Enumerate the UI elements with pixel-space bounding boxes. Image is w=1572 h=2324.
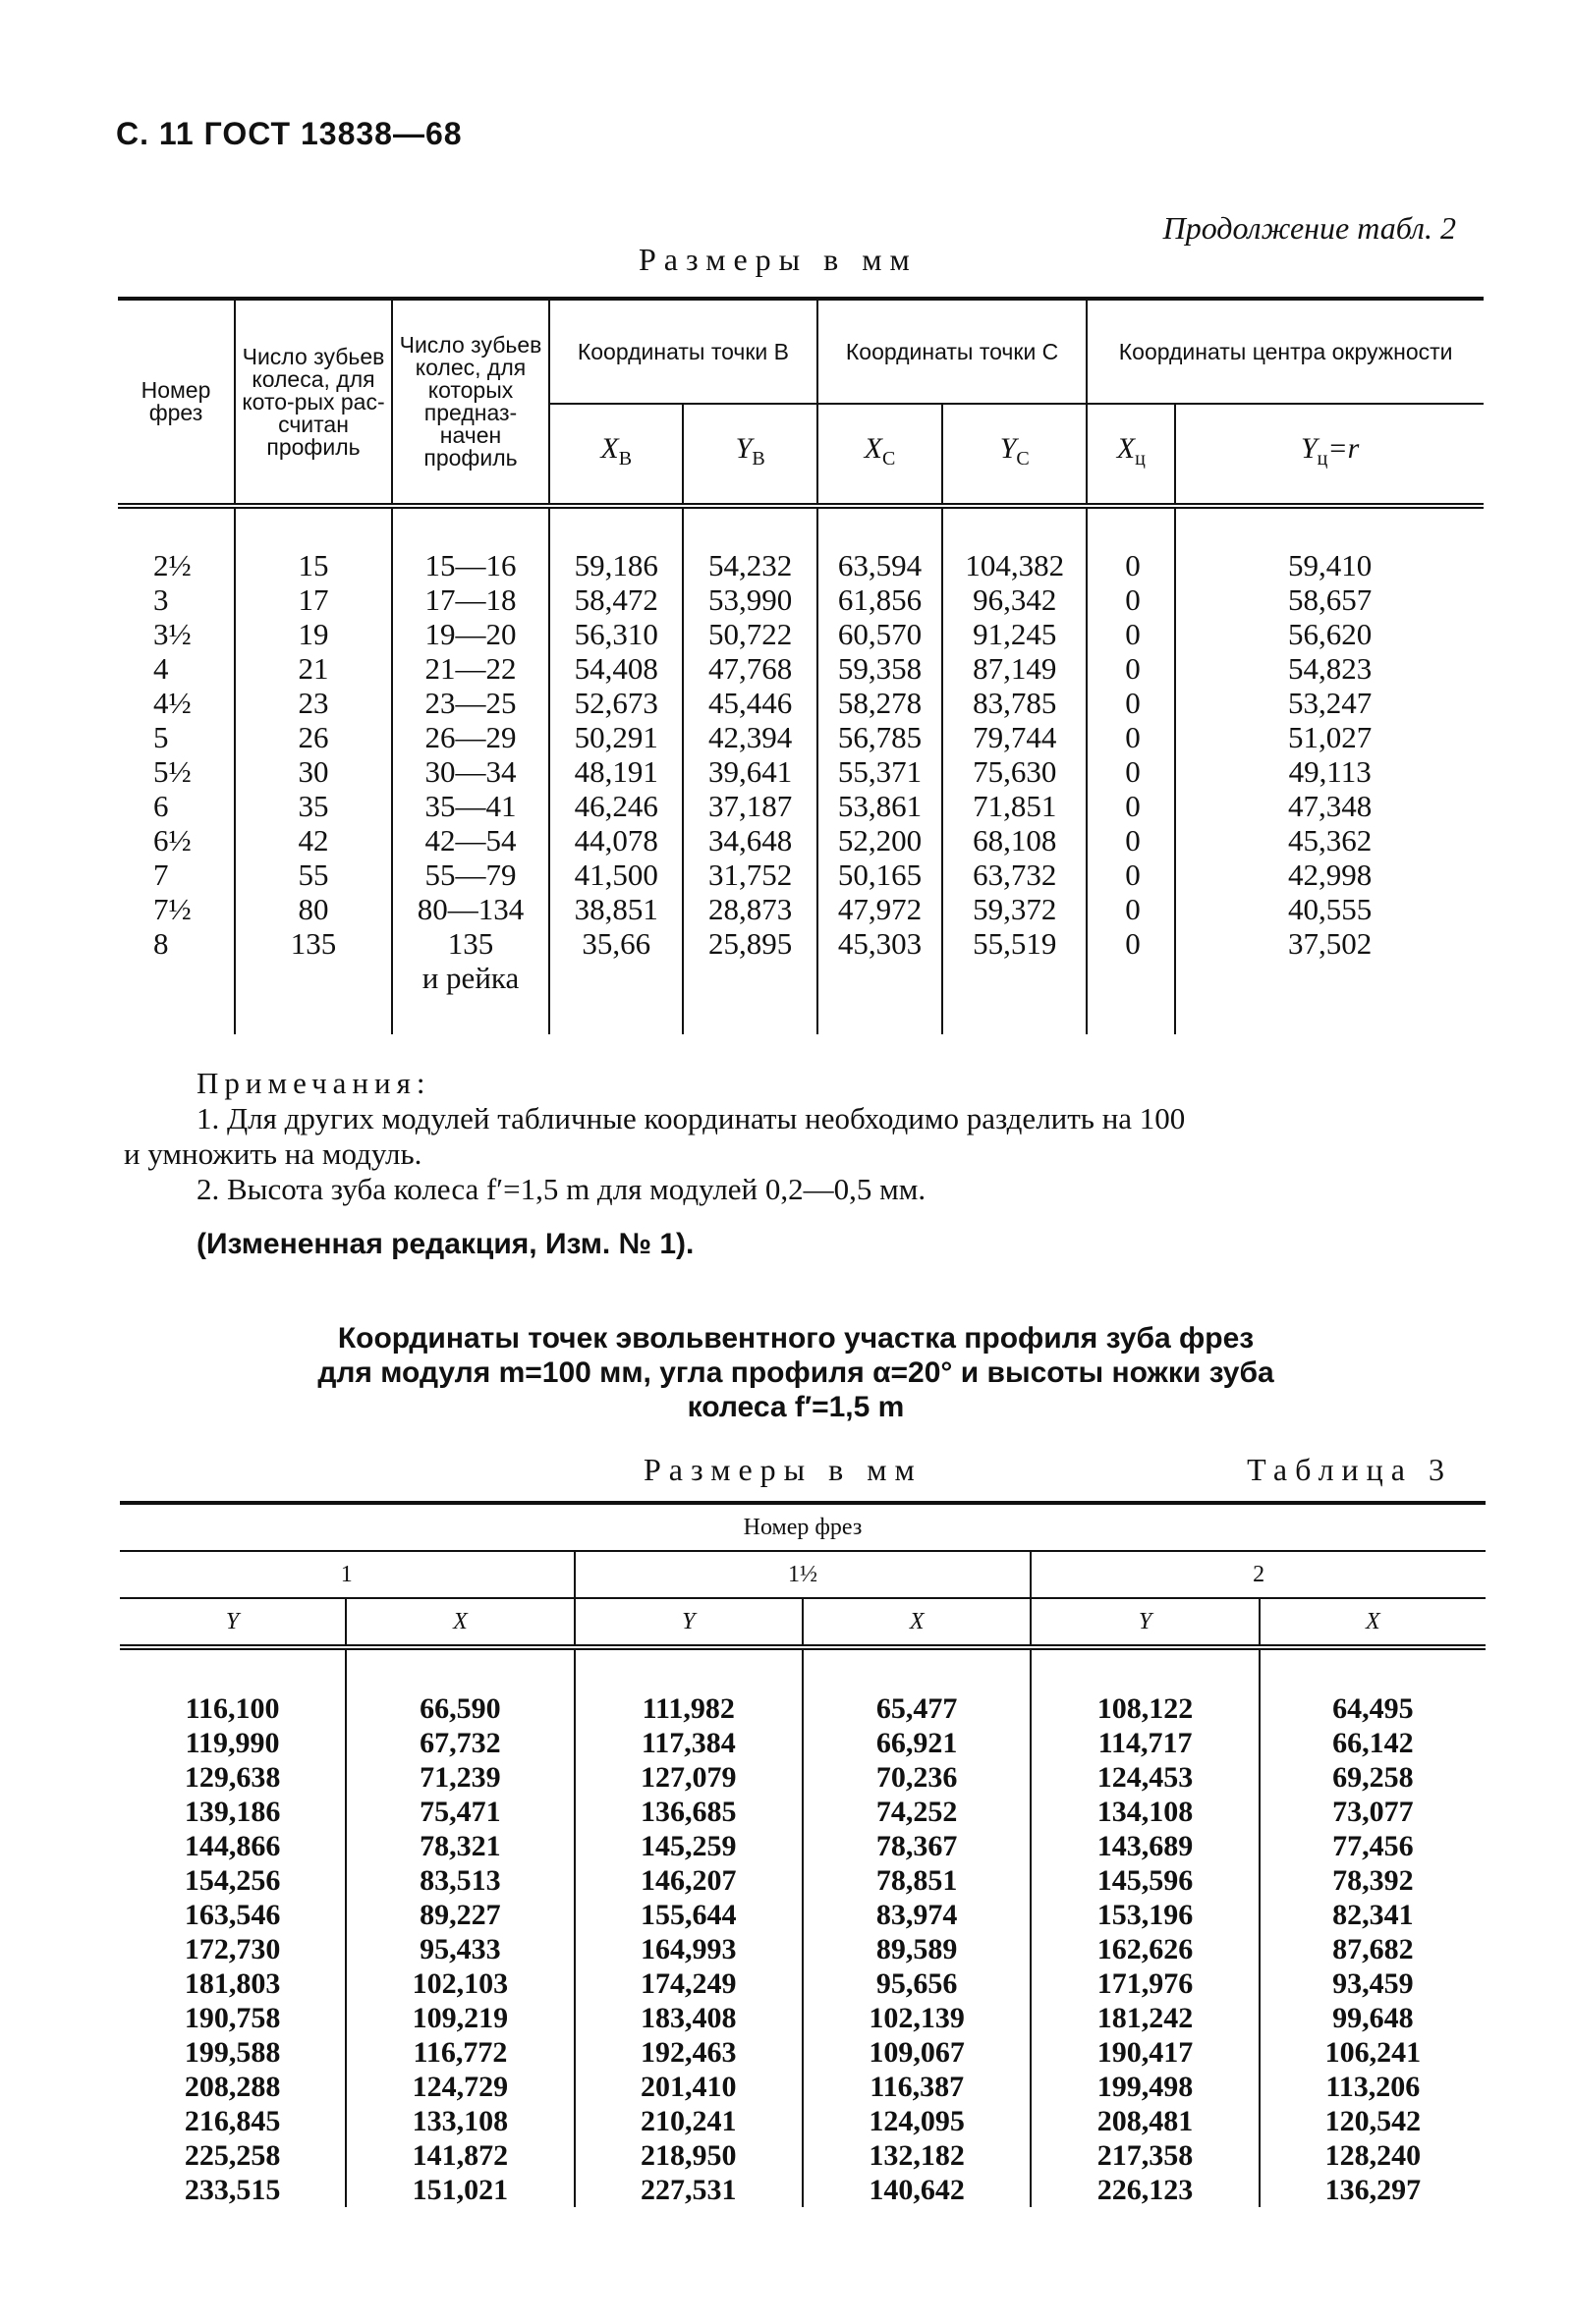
- cell-z: 35: [235, 789, 392, 823]
- cell-num: 3: [153, 582, 169, 617]
- cell-xb: 46,246: [549, 789, 683, 823]
- cell-ycen: 53,247: [1175, 686, 1484, 720]
- cell-y-1: 139,186: [184, 1796, 281, 1828]
- cell-y-2: 145,596: [1031, 1863, 1259, 1898]
- caption-line-3: колеса f′=1,5 m: [687, 1391, 905, 1423]
- cell-x-1-5: 78,851: [803, 1863, 1031, 1898]
- cell-xc: 52,200: [817, 823, 942, 858]
- cell-xcen: 0: [1087, 789, 1175, 823]
- cell-range: 19—20: [392, 617, 549, 651]
- cell-x-1-5: 66,921: [803, 1726, 1031, 1760]
- cell-x-2: 136,297: [1260, 2173, 1486, 2207]
- cell-x-2: 69,258: [1260, 1760, 1486, 1795]
- cell-z: 21: [235, 651, 392, 686]
- cell-xcen: 0: [1087, 754, 1175, 789]
- header-y-2: Y: [1031, 1598, 1259, 1647]
- note-1-continuation: и умножить на модуль.: [124, 1136, 422, 1171]
- cell-x-1: 124,729: [346, 2070, 574, 2104]
- table-row: [120, 1726, 1486, 1760]
- notes-title: Примечания:: [196, 1066, 431, 1100]
- cell-x-1: 95,433: [346, 1932, 574, 1966]
- table-row: [120, 1795, 1486, 1829]
- cell-y-1: 129,638: [184, 1761, 281, 1794]
- cell-xcen: 0: [1087, 720, 1175, 754]
- cell-z: 17: [235, 582, 392, 617]
- cell-xc: [817, 961, 942, 1034]
- cell-y-1: 208,288: [184, 2071, 281, 2103]
- cell-z: 26: [235, 720, 392, 754]
- cell-xb: 41,500: [549, 858, 683, 892]
- cell-y-1-5: 210,241: [575, 2104, 803, 2138]
- cell-xc: 58,278: [817, 686, 942, 720]
- cell-x-1: 102,103: [346, 1966, 574, 2001]
- cell-x-2: 77,456: [1260, 1829, 1486, 1863]
- cell-y-1-5: 136,685: [575, 1795, 803, 1829]
- cell-xb: 35,66: [549, 926, 683, 961]
- cell-yb: 31,752: [683, 858, 816, 892]
- table-3-caption: [147, 1321, 1444, 1424]
- cell-ycen: 56,620: [1175, 617, 1484, 651]
- cell-x-2: 73,077: [1260, 1795, 1486, 1829]
- cell-yc: 75,630: [942, 754, 1087, 789]
- cell-y-1-5: 201,410: [575, 2070, 803, 2104]
- cell-z: 30: [235, 754, 392, 789]
- cell-x-1: 71,239: [346, 1760, 574, 1795]
- cell-y-2: 199,498: [1031, 2070, 1259, 2104]
- cell-y-2: 181,242: [1031, 2001, 1259, 2035]
- cell-yb: 42,394: [683, 720, 816, 754]
- cell-y-1: 163,546: [184, 1899, 281, 1931]
- cell-xc: 47,972: [817, 892, 942, 926]
- cell-y-2: 153,196: [1031, 1898, 1259, 1932]
- cell-x-1: 67,732: [346, 1726, 574, 1760]
- cell-z: 23: [235, 686, 392, 720]
- table-row: [118, 754, 1484, 789]
- cell-z: 80: [235, 892, 392, 926]
- cell-y-1-5: 145,259: [575, 1829, 803, 1863]
- cell-ycen: 47,348: [1175, 789, 1484, 823]
- cell-yb: 34,648: [683, 823, 816, 858]
- cell-x-1-5: 116,387: [803, 2070, 1031, 2104]
- table-row: [118, 789, 1484, 823]
- cell-num: 5½: [153, 754, 192, 789]
- cell-x-1: 141,872: [346, 2138, 574, 2173]
- table-row: [118, 686, 1484, 720]
- cell-y-1-5: 146,207: [575, 1863, 803, 1898]
- cell-ycen: 40,555: [1175, 892, 1484, 926]
- cell-y-2: 124,453: [1031, 1760, 1259, 1795]
- table-row: [120, 1760, 1486, 1795]
- cell-xcen: 0: [1087, 858, 1175, 892]
- cell-y-1: 144,866: [184, 1830, 281, 1862]
- table-row: [118, 823, 1484, 858]
- cell-yc: 55,519: [942, 926, 1087, 961]
- cell-z: 19: [235, 617, 392, 651]
- note-1: 1. Для других модулей табличные координаты необходимо разделить на 100: [196, 1101, 1186, 1135]
- cell-x-1-5: 78,367: [803, 1829, 1031, 1863]
- caption-line-2: для модуля m=100 мм, угла профиля α=20° и высоты ножки зуба: [317, 1356, 1274, 1389]
- cell-xcen: 0: [1087, 926, 1175, 961]
- cell-y-2: 217,358: [1031, 2138, 1259, 2173]
- cell-yc: 83,785: [942, 686, 1087, 720]
- cell-xcen: 0: [1087, 582, 1175, 617]
- cell-ycen: 59,410: [1175, 506, 1484, 582]
- cell-xb: 44,078: [549, 823, 683, 858]
- table-2: [118, 297, 1484, 1034]
- edited-revision-note: (Измененная редакция, Изм. № 1).: [196, 1228, 695, 1260]
- cell-y-1: 154,256: [184, 1864, 281, 1897]
- table-row: [118, 651, 1484, 686]
- cell-x-1: 78,321: [346, 1829, 574, 1863]
- cell-x-2: 99,648: [1260, 2001, 1486, 2035]
- cell-xcen: 0: [1087, 686, 1175, 720]
- cell-x-2: 78,392: [1260, 1863, 1486, 1898]
- cell-y-1-5: 155,644: [575, 1898, 803, 1932]
- cell-xc: 55,371: [817, 754, 942, 789]
- cell-num: 5: [153, 720, 169, 754]
- cell-yb: 37,187: [683, 789, 816, 823]
- notes-block: [124, 1066, 1484, 1207]
- cell-range: 42—54: [392, 823, 549, 858]
- cell-xcen: 0: [1087, 892, 1175, 926]
- cell-ycen: 42,998: [1175, 858, 1484, 892]
- cell-y-2: 134,108: [1031, 1795, 1259, 1829]
- cell-y-1-5: 227,531: [575, 2173, 803, 2207]
- cell-x-2: 66,142: [1260, 1726, 1486, 1760]
- table-row: [120, 1898, 1486, 1932]
- cell-yb: 50,722: [683, 617, 816, 651]
- cell-y-1: 199,588: [184, 2036, 281, 2069]
- cell-range: и рейка: [392, 961, 549, 1034]
- header-y-1: Y: [120, 1598, 346, 1647]
- cell-x-1-5: 70,236: [803, 1760, 1031, 1795]
- cell-x-1-5: 124,095: [803, 2104, 1031, 2138]
- header-y-center: $Y_ц=r$: [1175, 404, 1484, 506]
- cell-xc: 53,861: [817, 789, 942, 823]
- cell-xb: 59,186: [549, 506, 683, 582]
- cell-y-2: 108,122: [1031, 1647, 1259, 1726]
- cell-y-1-5: 183,408: [575, 2001, 803, 2035]
- cell-z: 55: [235, 858, 392, 892]
- header-x-1-5: X: [803, 1598, 1031, 1647]
- header-group-2: 2: [1031, 1551, 1486, 1598]
- cell-x-1: 116,772: [346, 2035, 574, 2070]
- cell-yc: 96,342: [942, 582, 1087, 617]
- cell-range: 17—18: [392, 582, 549, 617]
- cell-range: 30—34: [392, 754, 549, 789]
- cell-x-2: 128,240: [1260, 2138, 1486, 2173]
- cell-y-1-5: 174,249: [575, 1966, 803, 2001]
- cell-z: [235, 961, 392, 1034]
- table-row: [120, 2138, 1486, 2173]
- cell-num: 6: [153, 789, 169, 823]
- table-row: [120, 2104, 1486, 2138]
- cell-y-1: 116,100: [120, 1647, 346, 1726]
- cell-xb: 50,291: [549, 720, 683, 754]
- cell-z: 15: [235, 506, 392, 582]
- cell-yb: 25,895: [683, 926, 816, 961]
- cell-num: 2½: [118, 506, 235, 582]
- cell-x-1-5: 109,067: [803, 2035, 1031, 2070]
- cell-y-1: 181,803: [184, 1967, 281, 2000]
- cell-xb: 58,472: [549, 582, 683, 617]
- cell-xc: 59,358: [817, 651, 942, 686]
- cell-xc: 61,856: [817, 582, 942, 617]
- cell-xb: 52,673: [549, 686, 683, 720]
- cell-yc: 87,149: [942, 651, 1087, 686]
- table-row: [118, 961, 1484, 1034]
- cell-xcen: 0: [1087, 651, 1175, 686]
- cell-yc: 63,732: [942, 858, 1087, 892]
- cell-yc: 104,382: [942, 506, 1087, 582]
- table-row: [118, 892, 1484, 926]
- cell-ycen: [1175, 961, 1484, 1034]
- header-teeth-intended: Число зубьев колес, для которых предназ-начен профиль: [392, 299, 549, 506]
- header-group-1-5: 1½: [575, 1551, 1032, 1598]
- header-xb: $X_В$: [549, 404, 683, 506]
- cell-x-1-5: 132,182: [803, 2138, 1031, 2173]
- header-x-center: $X_ц$: [1087, 404, 1175, 506]
- cell-range: 35—41: [392, 789, 549, 823]
- cell-y-1-5: 117,384: [575, 1726, 803, 1760]
- cell-x-1-5: 74,252: [803, 1795, 1031, 1829]
- header-yc: $Y_С$: [942, 404, 1087, 506]
- cell-y-1-5: 218,950: [575, 2138, 803, 2173]
- table-row: [120, 1863, 1486, 1898]
- cell-x-2: 93,459: [1260, 1966, 1486, 2001]
- cell-x-1-5: 89,589: [803, 1932, 1031, 1966]
- cell-xc: 60,570: [817, 617, 942, 651]
- cell-x-2: 120,542: [1260, 2104, 1486, 2138]
- cell-y-2: 171,976: [1031, 1966, 1259, 2001]
- cell-y-2: 226,123: [1031, 2173, 1259, 2207]
- cell-y-2: 190,417: [1031, 2035, 1259, 2070]
- units-label: Размеры в мм: [639, 242, 918, 277]
- cell-xc: 50,165: [817, 858, 942, 892]
- cell-yc: 79,744: [942, 720, 1087, 754]
- cell-num: 4: [153, 651, 169, 686]
- cell-yc: 59,372: [942, 892, 1087, 926]
- cell-y-1-5: 127,079: [575, 1760, 803, 1795]
- table-row: [120, 1829, 1486, 1863]
- header-point-c: Координаты точки C: [817, 299, 1087, 404]
- cell-ycen: 45,362: [1175, 823, 1484, 858]
- cell-xb: 38,851: [549, 892, 683, 926]
- table-row: [120, 1966, 1486, 2001]
- cell-num: [118, 961, 235, 1034]
- cell-num: 7: [153, 858, 169, 892]
- note-2: 2. Высота зуба колеса f′=1,5 m для модулей 0,2—0,5 мм.: [196, 1172, 926, 1206]
- cell-range: 55—79: [392, 858, 549, 892]
- cell-yb: 45,446: [683, 686, 816, 720]
- cell-yc: 68,108: [942, 823, 1087, 858]
- cell-x-1-5: 140,642: [803, 2173, 1031, 2207]
- cell-y-1: 225,258: [184, 2139, 281, 2172]
- table-row: [118, 926, 1484, 961]
- header-cutter-number-t3: Номер фрез: [120, 1503, 1486, 1551]
- cell-x-1: 66,590: [346, 1647, 574, 1726]
- cell-range: 21—22: [392, 651, 549, 686]
- table-3: [120, 1501, 1486, 2207]
- cell-y-1: 233,515: [184, 2174, 281, 2206]
- header-y-1-5: Y: [575, 1598, 803, 1647]
- cell-range: 135: [392, 926, 549, 961]
- table-row: [118, 506, 1484, 582]
- cell-xcen: 0: [1087, 617, 1175, 651]
- table-continuation-label: Продолжение табл. 2: [1162, 210, 1456, 246]
- cell-xc: 45,303: [817, 926, 942, 961]
- table-row: [120, 2173, 1486, 2207]
- cell-z: 135: [235, 926, 392, 961]
- cell-range: 15—16: [392, 506, 549, 582]
- header-xc: $X_С$: [817, 404, 942, 506]
- cell-y-1-5: 111,982: [575, 1647, 803, 1726]
- cell-yb: [683, 961, 816, 1034]
- cell-xb: [549, 961, 683, 1034]
- cell-ycen: 49,113: [1175, 754, 1484, 789]
- header-cutter-number: Номер фрез: [118, 299, 235, 506]
- cell-yc: 91,245: [942, 617, 1087, 651]
- header-yb: $Y_В$: [683, 404, 816, 506]
- cell-range: 26—29: [392, 720, 549, 754]
- cell-x-1-5: 102,139: [803, 2001, 1031, 2035]
- cell-yb: 39,641: [683, 754, 816, 789]
- cell-y-2: 143,689: [1031, 1829, 1259, 1863]
- cell-x-2: 87,682: [1260, 1932, 1486, 1966]
- header-x-2: X: [1260, 1598, 1486, 1647]
- cell-y-1: 190,758: [184, 2002, 281, 2034]
- cell-y-1-5: 164,993: [575, 1932, 803, 1966]
- cell-range: 80—134: [392, 892, 549, 926]
- cell-xc: 56,785: [817, 720, 942, 754]
- page-title: С. 11 ГОСТ 13838—68: [116, 116, 463, 151]
- table-3-label: Таблица 3: [1247, 1452, 1452, 1487]
- header-teeth-calculated: Число зубьев колеса, для кото-рых рас-считан профиль: [235, 299, 392, 506]
- cell-range: 23—25: [392, 686, 549, 720]
- cell-y-2: 208,481: [1031, 2104, 1259, 2138]
- cell-xcen: [1087, 961, 1175, 1034]
- table-row: [118, 617, 1484, 651]
- cell-x-1-5: 95,656: [803, 1966, 1031, 2001]
- table-row: [120, 2001, 1486, 2035]
- header-x-1: X: [346, 1598, 574, 1647]
- cell-yb: 53,990: [683, 582, 816, 617]
- cell-y-1: 119,990: [185, 1727, 280, 1759]
- cell-xcen: 0: [1087, 506, 1175, 582]
- cell-y-2: 114,717: [1031, 1726, 1259, 1760]
- cell-xb: 48,191: [549, 754, 683, 789]
- cell-y-1-5: 192,463: [575, 2035, 803, 2070]
- table-row: [120, 1647, 1486, 1726]
- cell-yc: [942, 961, 1087, 1034]
- cell-x-2: 64,495: [1260, 1647, 1486, 1726]
- cell-x-2: 82,341: [1260, 1898, 1486, 1932]
- cell-x-2: 106,241: [1260, 2035, 1486, 2070]
- cell-x-1: 151,021: [346, 2173, 574, 2207]
- cell-x-1: 83,513: [346, 1863, 574, 1898]
- table-row: [120, 2035, 1486, 2070]
- cell-x-1: 89,227: [346, 1898, 574, 1932]
- cell-num: 3½: [153, 617, 192, 651]
- units-label-2: Размеры в мм: [644, 1452, 923, 1487]
- cell-num: 8: [153, 926, 169, 961]
- cell-y-2: 162,626: [1031, 1932, 1259, 1966]
- caption-line-1: Координаты точек эвольвентного участка профиля зуба фрез: [337, 1322, 1255, 1355]
- header-circle-center: Координаты центра окружности: [1087, 299, 1484, 404]
- cell-yb: 28,873: [683, 892, 816, 926]
- cell-xcen: 0: [1087, 823, 1175, 858]
- cell-x-1-5: 65,477: [803, 1647, 1031, 1726]
- cell-x-1: 133,108: [346, 2104, 574, 2138]
- cell-xb: 54,408: [549, 651, 683, 686]
- cell-num: 7½: [153, 892, 192, 926]
- cell-ycen: 54,823: [1175, 651, 1484, 686]
- cell-xc: 63,594: [817, 506, 942, 582]
- cell-x-1-5: 83,974: [803, 1898, 1031, 1932]
- cell-ycen: 51,027: [1175, 720, 1484, 754]
- table-row: [118, 582, 1484, 617]
- table-row: [120, 1932, 1486, 1966]
- cell-yc: 71,851: [942, 789, 1087, 823]
- table-row: [118, 720, 1484, 754]
- cell-y-1: 172,730: [184, 1933, 281, 1965]
- cell-num: 6½: [153, 823, 192, 858]
- header-point-b: Координаты точки B: [549, 299, 817, 404]
- cell-yb: 47,768: [683, 651, 816, 686]
- cell-ycen: 58,657: [1175, 582, 1484, 617]
- cell-x-2: 113,206: [1260, 2070, 1486, 2104]
- cell-ycen: 37,502: [1175, 926, 1484, 961]
- cell-y-1: 216,845: [184, 2105, 281, 2137]
- header-group-1: 1: [120, 1551, 575, 1598]
- table-row: [120, 2070, 1486, 2104]
- cell-x-1: 75,471: [346, 1795, 574, 1829]
- cell-num: 4½: [153, 686, 192, 720]
- cell-yb: 54,232: [683, 506, 816, 582]
- cell-z: 42: [235, 823, 392, 858]
- table-row: [118, 858, 1484, 892]
- cell-x-1: 109,219: [346, 2001, 574, 2035]
- cell-xb: 56,310: [549, 617, 683, 651]
